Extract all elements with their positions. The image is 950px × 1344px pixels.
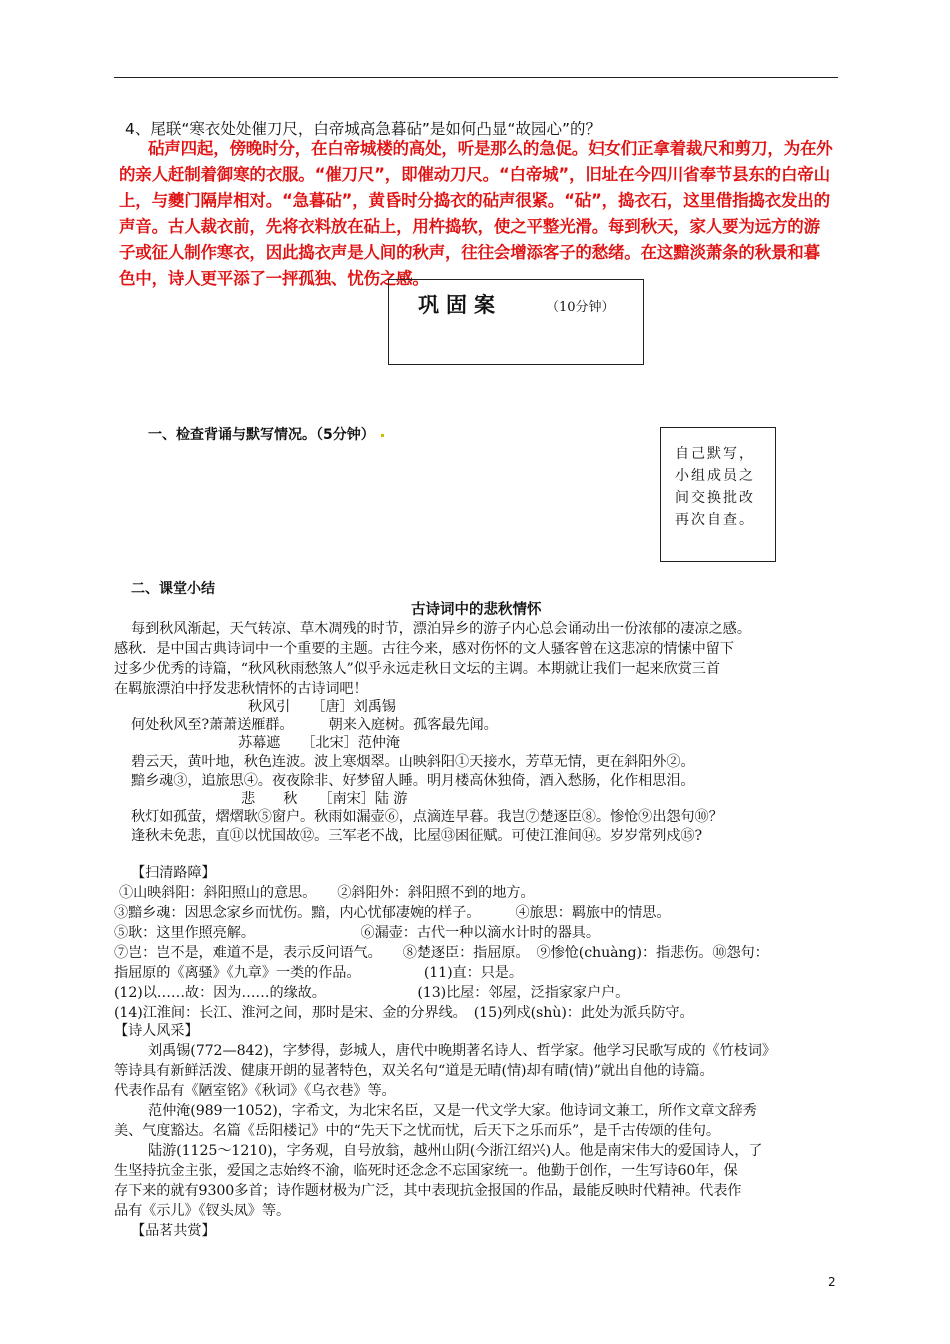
answer-line: 色中，诗人更平添了一抨孤独、忧伤之感。: [119, 269, 429, 288]
poem-line: 碧云天，黄叶地，秋色连波。波上寒烟翠。山映斜阳①天接水，芳草无情，更在斜阳外②。: [131, 754, 695, 770]
bullet-dot: [381, 434, 384, 437]
answer-line: 声音。古人裁衣前，先将衣料放在砧上，用杵捣软，使之平整光滑。每到秋天，家人要为远方的游: [119, 217, 820, 236]
consolidate-title: 巩固案: [418, 293, 502, 317]
poet-bio-line: 等诗具有新鲜活泼、健康开朗的显著特色，双关名句“道是无晴(情)却有晴(情)”就出自他的诗篇。: [114, 1063, 714, 1079]
note-item: ③黯乡魂：因思念家乡而忧伤。黯，内心忧郁凄婉的样子。 ④旅思：羁旅中的情思。: [114, 905, 671, 921]
answer-line: 的亲人赶制着御寒的衣服。“催刀尺”，即催动刀尺。“白帝城”，旧址在今四川省奉节县东的白帝山: [119, 165, 830, 184]
answer-line: 上，与夔门隔岸相对。“急暮砧”，黄昏时分捣衣的砧声很紧。“砧”，捣衣石，这里借指捣衣发出的: [119, 191, 830, 210]
note-line: 再次自查。: [675, 512, 755, 528]
header-rule: [114, 77, 838, 78]
poet-bio-line: 品有《示儿》《钗头凤》等。: [114, 1203, 291, 1219]
question-4-prompt: 4、尾联“寒衣处处催刀尺，白帝城高急暮砧”是如何凸显“故园心”的？: [125, 120, 601, 138]
appreciation-heading: 【品茗共赏】: [131, 1223, 216, 1239]
article-line: 过多少优秀的诗篇，“秋风秋雨愁煞人”似乎永远走秋日文坛的主调。本期就让我们一起来欣赏三首: [114, 661, 720, 677]
poem-title: 苏幕遮 ［北宋］范仲淹: [238, 735, 400, 751]
answer-line: 子或征人制作寒衣，因此捣衣声是人间的秋声，往往会增添客子的愁绪。在这黯淡萧条的秋景和暮: [119, 243, 820, 262]
note-item: 指屈原的《离骚》《九章》一类的作品。 (11)直：只是。: [114, 965, 523, 981]
poet-bio-line: 陆游(1125～1210)，字务观，自号放翁，越州山阴(今浙江绍兴)人。他是南宋伟大的爱国诗人，了: [148, 1143, 763, 1159]
poet-bio-line: 范仲淹(989一1052)，字希文，为北宋名臣，又是一代文学大家。他诗词文兼工，所作文章文辞秀: [148, 1103, 757, 1119]
poem-title: 秋风引 ［唐］刘禹锡: [248, 699, 396, 715]
note-line: 间交换批改: [675, 490, 755, 506]
article-line: 感秋．是中国古典诗词中一个重要的主题。古往今来，感对伤怀的文人骚客曾在这悲凉的情愫中留下: [114, 641, 734, 657]
note-item: (14)江淮间：长江、淮河之间，那时是宋、金的分界线。 (15)列戍(shù)：此处为派兵防守。: [114, 1005, 694, 1021]
poets-heading: 【诗人风采】: [114, 1023, 199, 1039]
note-item: (12)以……故：因为……的缘故。 (13)比屋：邻屋，泛指家家户户。: [114, 985, 630, 1001]
self-check-note-box: [660, 427, 776, 562]
poet-bio-line: 代表作品有《陋室铭》《秋词》《乌衣巷》等。: [114, 1083, 396, 1099]
article-line: 在羁旅漂泊中抒发悲秋情怀的古诗词吧！: [114, 681, 368, 697]
note-item: ⑦岂：岂不是，难道不是，表示反问语气。 ⑧楚逐臣：指屈原。 ⑨惨怆(chuàng)：指悲伤。⑩怨句：: [114, 945, 769, 961]
poet-bio-line: 生坚持抗金主张，爱国之志始终不渝，临死时还念念不忘国家统一。他勤于创作，一生写诗60年，保: [114, 1163, 738, 1179]
poem-title: 悲 秋 ［南宋］陆 游: [241, 791, 408, 807]
section-2-heading: 二、课堂小结: [131, 581, 215, 597]
note-line: 小组成员之: [675, 468, 755, 484]
poet-bio-line: 刘禹锡(772—842)，字梦得，彭城人，唐代中晚期著名诗人、哲学家。他学习民歌写成的《竹枝词》: [148, 1043, 776, 1059]
answer-line: 砧声四起，傍晚时分，在白帝城楼的高处，听是那么的急促。妇女们正拿着裁尺和剪刀，为在外: [148, 139, 833, 158]
poem-line: 秋灯如孤萤，熠熠耿⑤窗户。秋雨如漏壶⑥，点滴连早暮。我岂⑦楚逐臣⑧。惨怆⑨出怨句⑩？: [131, 809, 723, 825]
section-1-heading: 一、检查背诵与默写情况。（5分钟）: [148, 424, 384, 444]
note-item: ⑤耿：这里作照亮解。 ⑥漏壶：古代一种以滴水计时的器具。: [114, 925, 600, 941]
article-line: 每到秋风渐起，天气转凉、草木凋残的时节，漂泊异乡的游子内心总会诵动出一份浓郁的凄凉之感。: [131, 621, 751, 637]
article-title: 古诗词中的悲秋情怀: [411, 602, 542, 618]
poem-line: 何处秋风至?萧萧送雁群。 朝来入庭树。孤客最先闻。: [131, 717, 498, 733]
poet-bio-line: 美、气度豁达。名篇《岳阳楼记》中的“先天下之忧而忧，后天下之乐而乐”，是千古传颂的佳句。: [114, 1123, 720, 1139]
page-number: 2: [828, 1275, 836, 1289]
poet-bio-line: 存下来的就有9300多首；诗作题材极为广泛，其中表现抗金报国的作品，最能反映时代精神。代表作: [114, 1183, 742, 1199]
notes-heading: 【扫清路障】: [131, 865, 216, 881]
note-line: 自己默写，: [675, 446, 755, 462]
poem-line: 黯乡魂③，追旅思④。夜夜除非、好梦留人睡。明月楼高休独倚，酒入愁肠，化作相思泪。: [131, 773, 695, 789]
poem-line: 逢秋未免悲，直⑪以忧国故⑫。三军老不战，比屋⑬困征赋。可使江淮间⑭。岁岁常列戍⑮?: [131, 828, 703, 844]
consolidate-time: （10分钟）: [546, 300, 615, 315]
note-item: ①山映斜阳：斜阳照山的意思。 ②斜阳外：斜阳照不到的地方。: [119, 885, 535, 901]
